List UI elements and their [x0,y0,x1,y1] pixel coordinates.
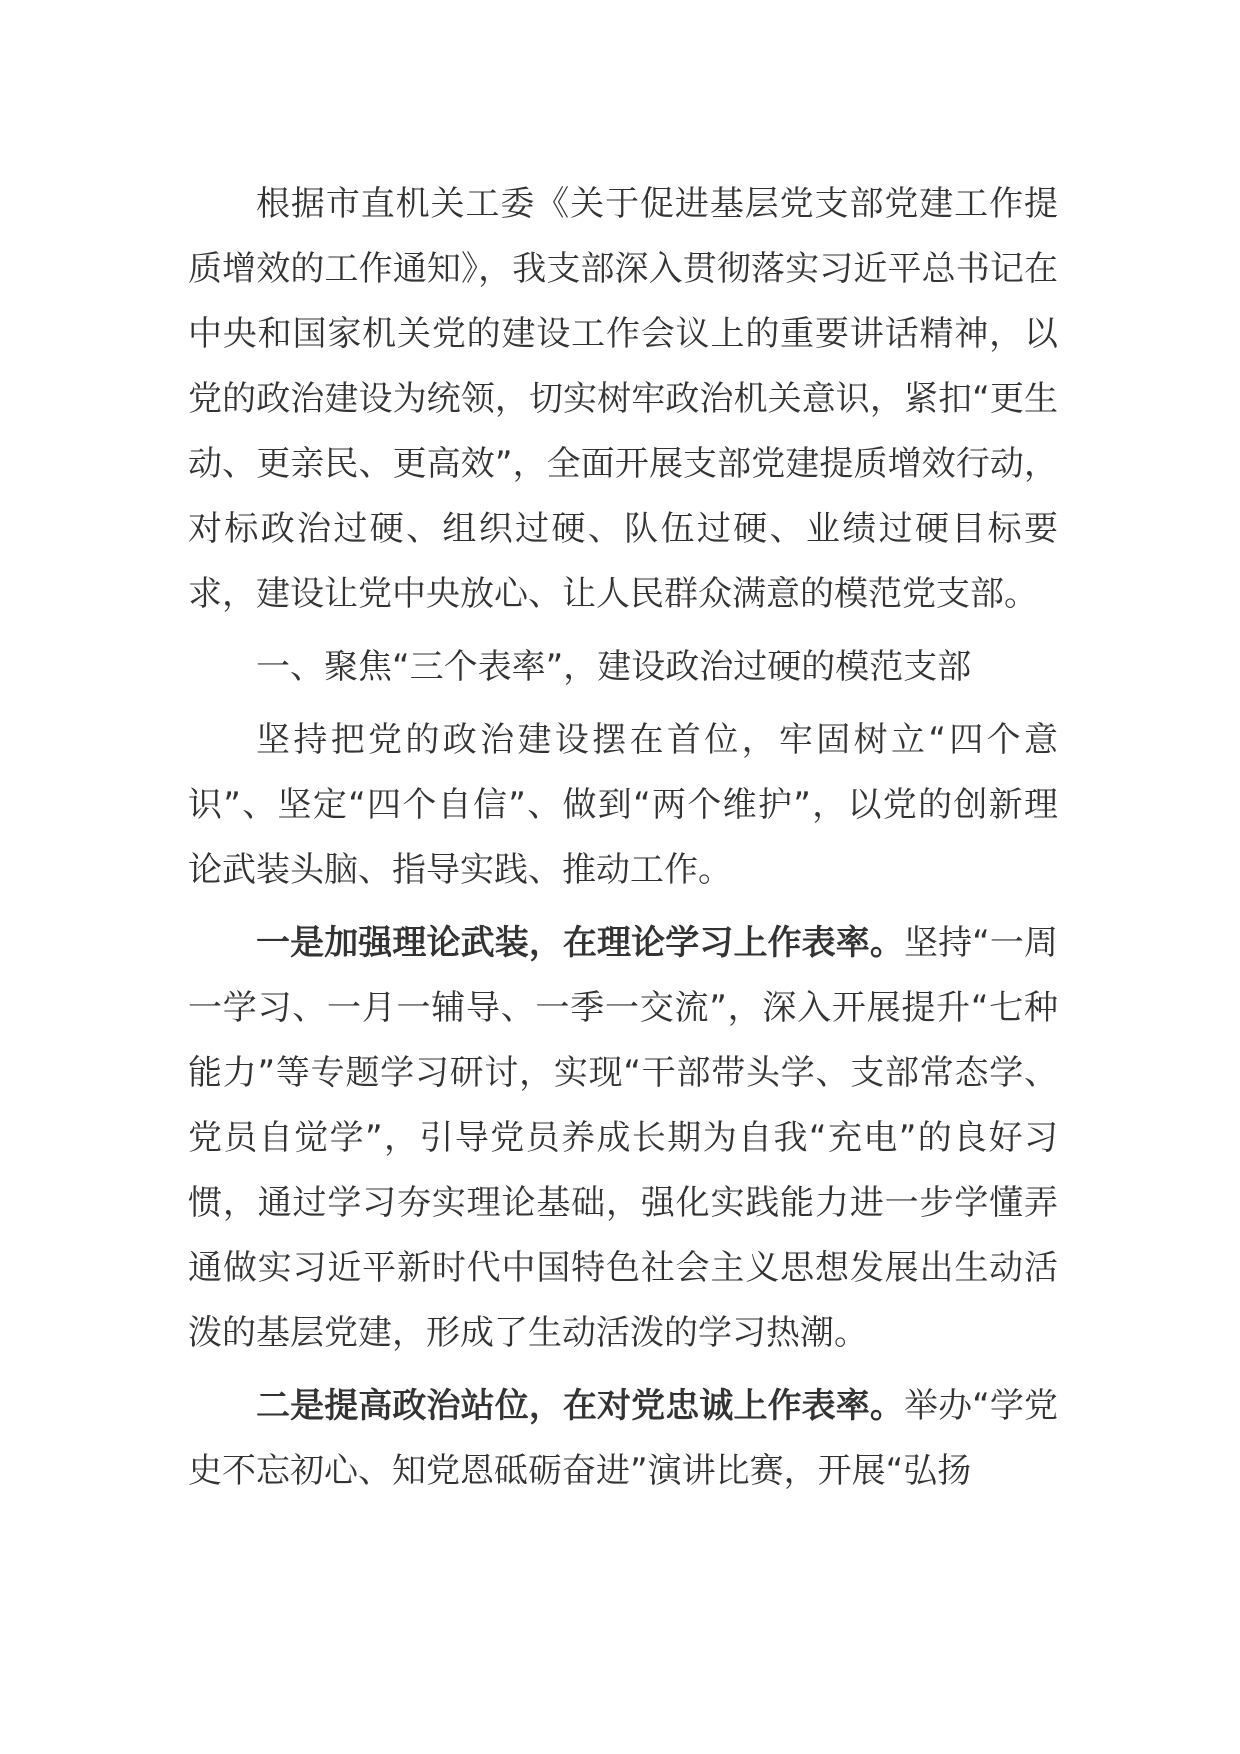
point-1-lead: 一是加强理论武装，在理论学习上作表率。 [256,923,904,963]
point-1-body: 坚持“一周一学习、一月一辅导、一季一交流”，深入开展提升“七种能力”等专题学习研讨，实现“干部带头学、支部常态学、党员自觉学”，引导党员养成长期为自我“充电”的良好习惯，通过学习夯实理论基础，强化实践能力进一步学懂弄通做实习近平新时代中国特色社会主义思想发展出生动活泼的基层党建，形成了生动活泼的学习热潮。 [188,923,1058,1353]
section-intro-paragraph: 坚持把党的政治建设摆在首位，牢固树立“四个意识”、坚定“四个自信”、做到“两个维护”，以党的创新理论武装头脑、指导实践、推动工作。 [188,720,1058,890]
point-2-body: 举办“学党史不忘初心、知党恩砥砺奋进”演讲比赛，开展“弘扬 [188,1386,1058,1491]
document-page [188,172,1058,1504]
point-2-paragraph [188,1374,1058,1504]
point-1-paragraph [188,911,1058,1366]
point-2-lead: 二是提高政治站位，在对党忠诚上作表率。 [256,1386,904,1426]
intro-paragraph: 根据市直机关工委《关于促进基层党支部党建工作提质增效的工作通知》，我支部深入贯彻落实习近平总书记在中央和国家机关党的建设工作会议上的重要讲话精神，以党的政治建设为统领，切实树牢政治机关意识，紧扣“更生动、更亲民、更高效”，全面开展支部党建提质增效行动，对标政治过硬、组织过硬、队伍过硬、业绩过硬目标要求，建设让党中央放心、让人民群众满意的模范党支部。 [188,184,1058,614]
section-heading: 一、聚焦“三个表率”，建设政治过硬的模范支部 [256,647,972,687]
